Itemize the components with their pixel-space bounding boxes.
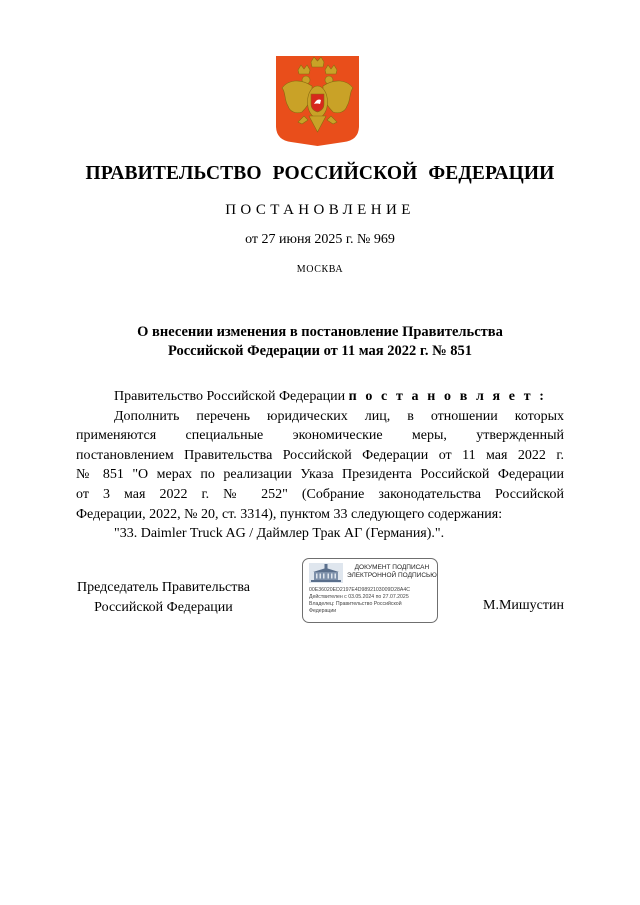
stamp-details bbox=[309, 587, 410, 615]
title-line: Российской Федерации от 11 мая 2022 г. № 851 bbox=[167, 343, 473, 359]
signer-position-line: Председатель Правительства bbox=[77, 580, 250, 595]
body-line: № 851 "О мерах по реализации Указа Президента Российской Федерации bbox=[76, 467, 564, 483]
body-line: применяются специальные экономические меры, утвержденный bbox=[76, 428, 564, 444]
document-date-number: от 27 июня 2025 г. № 969 bbox=[245, 232, 395, 247]
government-building-icon bbox=[309, 563, 343, 583]
certificate-serial: 00E36020ED2197E4D9892103009D28A4C bbox=[309, 587, 410, 593]
stamp-title bbox=[347, 564, 437, 580]
decree-action: п о с т а н о в л я е т : bbox=[348, 389, 547, 404]
certificate-owner: Владелец: Правительство Российской bbox=[309, 601, 402, 607]
document-body bbox=[76, 387, 564, 544]
signer-position bbox=[77, 578, 250, 618]
certificate-owner: Федерации bbox=[309, 608, 337, 614]
stamp-title-line: ДОКУМЕНТ ПОДПИСАН bbox=[354, 564, 430, 571]
government-title: ПРАВИТЕЛЬСТВО РОССИЙСКОЙ ФЕДЕРАЦИИ bbox=[85, 163, 555, 184]
preamble-text: Правительство Российской Федерации bbox=[114, 389, 349, 404]
document-title bbox=[90, 323, 550, 361]
coat-of-arms-icon bbox=[276, 56, 359, 146]
body-line: Дополнить перечень юридических лиц, в отношении которых bbox=[114, 408, 564, 424]
electronic-signature-stamp bbox=[302, 558, 438, 623]
body-line: постановлением Правительства Российской Федерации от 11 мая 2022 г. bbox=[76, 447, 564, 463]
amendment-text: "33. Daimler Truck AG / Даймлер Трак АГ (Германия).". bbox=[114, 526, 445, 542]
document-type: ПОСТАНОВЛЕНИЕ bbox=[225, 202, 415, 218]
body-line: Федерации, 2022, № 20, ст. 3314), пунктом 33 следующего содержания: bbox=[76, 506, 503, 522]
signer-position-line: Российской Федерации bbox=[94, 600, 233, 615]
title-line: О внесении изменения в постановление Правительства bbox=[137, 324, 503, 340]
preamble-paragraph bbox=[76, 387, 564, 407]
signer-name: М.Мишустин bbox=[483, 598, 564, 613]
stamp-title-line: ЭЛЕКТРОННОЙ ПОДПИСЬЮ bbox=[347, 572, 437, 579]
body-line: от 3 мая 2022 г. № 252" (Собрание законодательства Российской bbox=[76, 486, 564, 502]
certificate-validity: Действителен с 03.05.2024 по 27.07.2025 bbox=[309, 594, 409, 600]
document-city: МОСКВА bbox=[296, 264, 344, 275]
